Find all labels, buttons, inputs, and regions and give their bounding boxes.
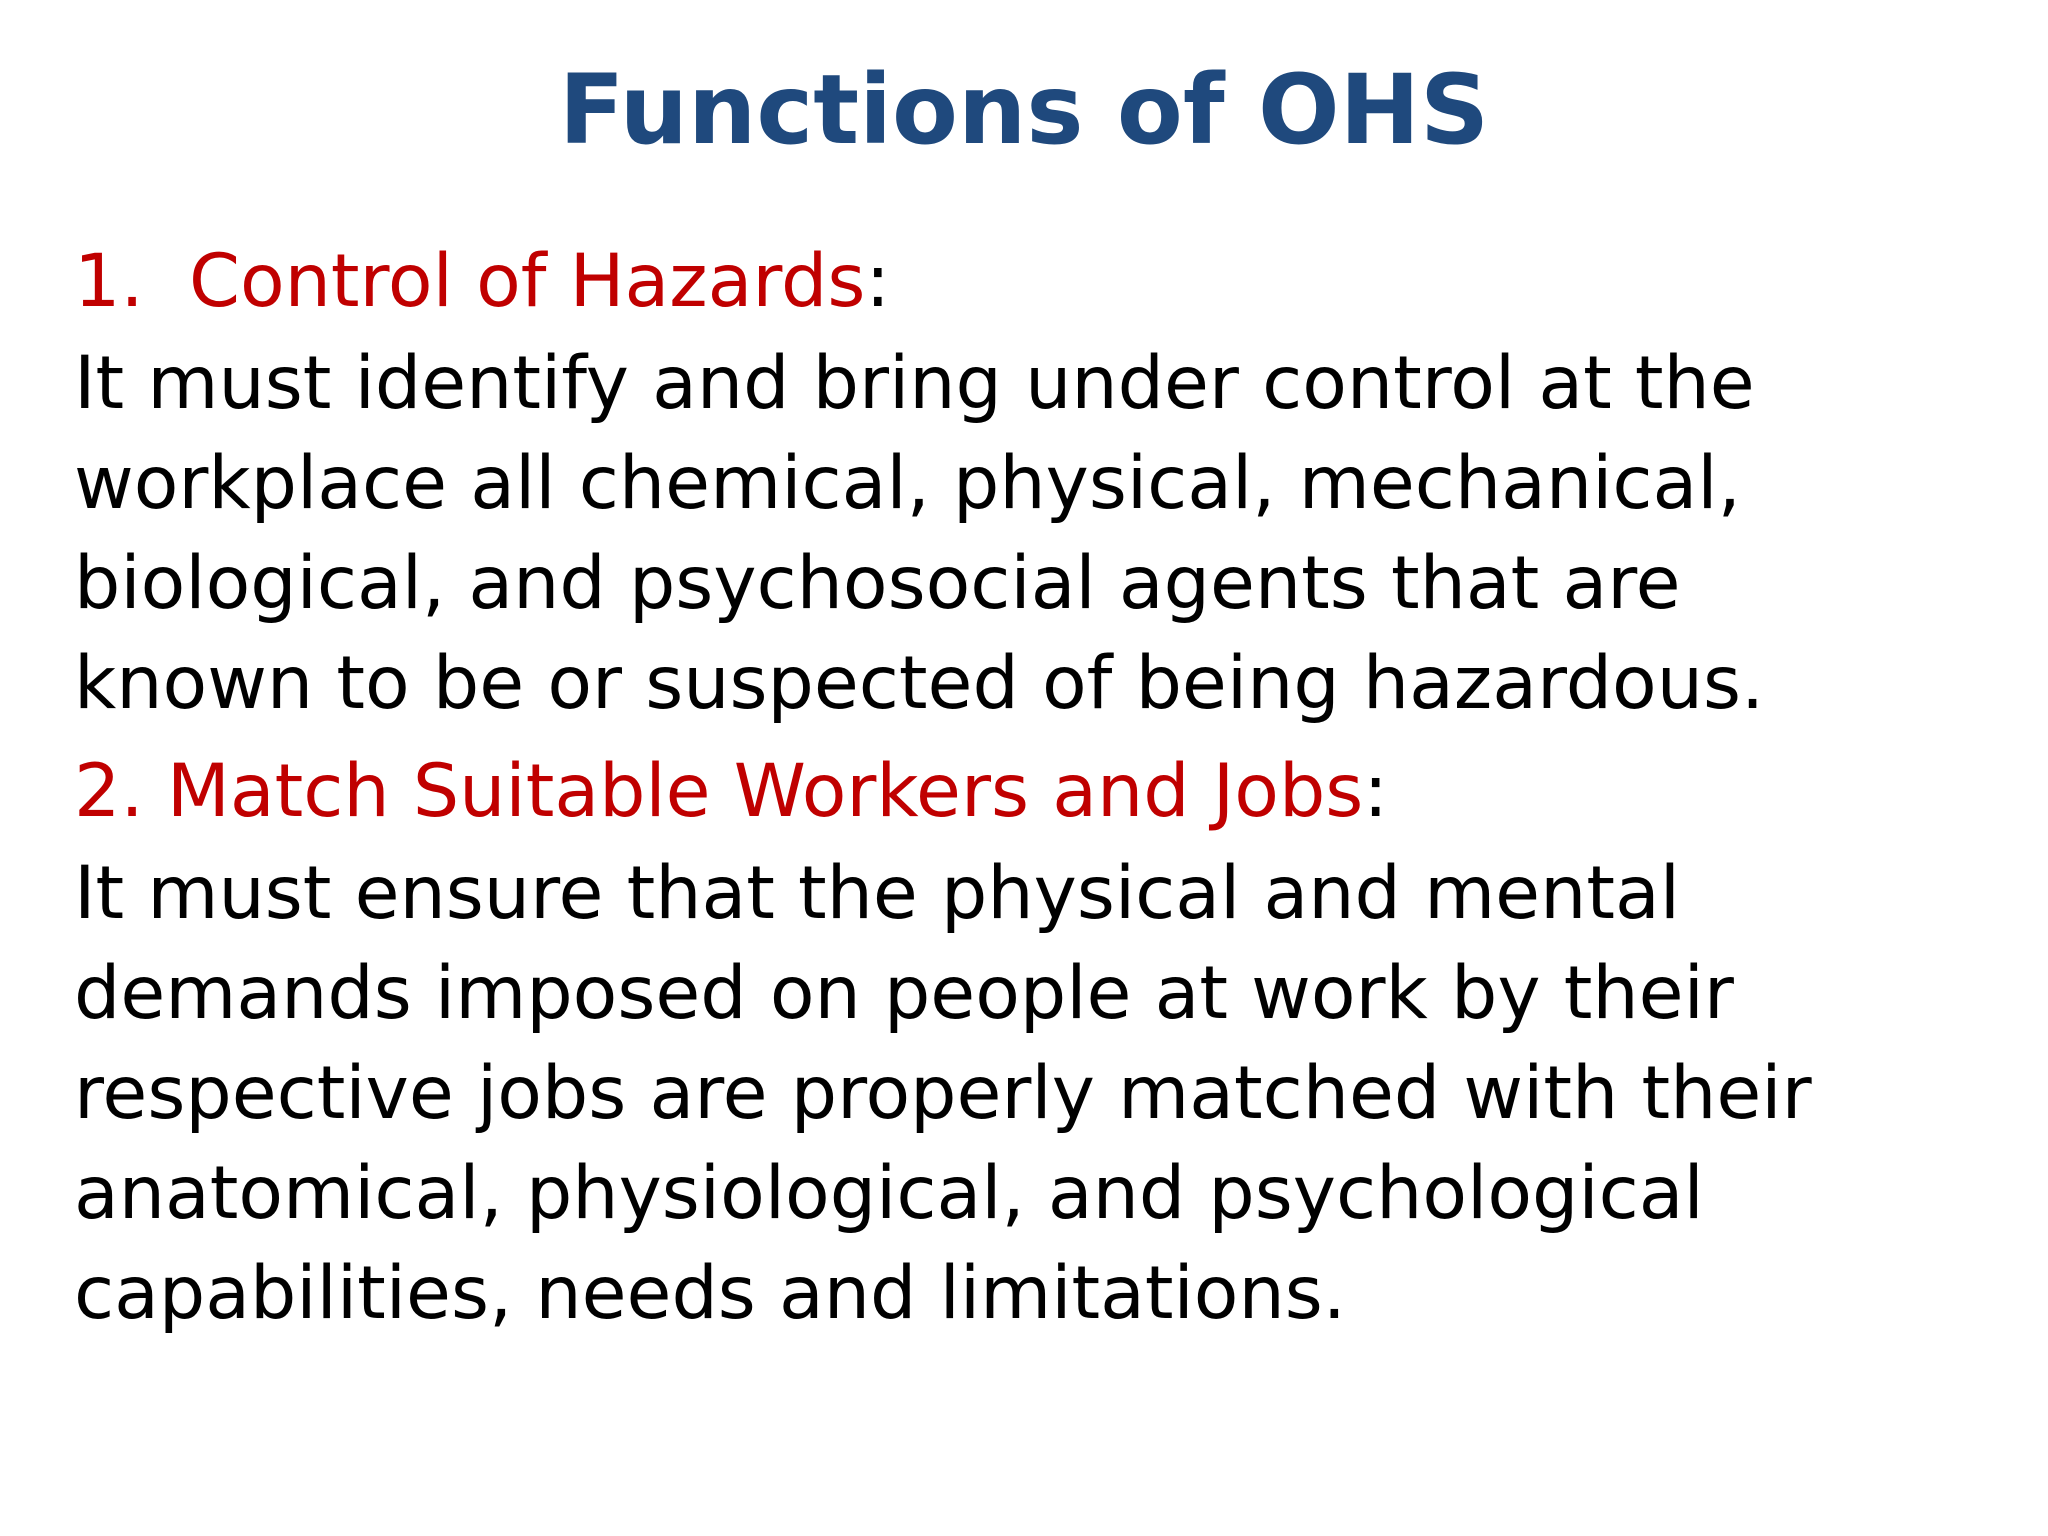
item-2-body [74,844,2034,1344]
item-1-body-line: workplace all chemical, physical, mechanical, [74,441,1741,526]
item-1-body-line: It must identify and bring under control at the [74,341,1755,426]
item-2-heading-text: Match Suitable Workers and Jobs [166,749,1364,834]
item-1-heading-text: Control of Hazards [189,239,866,324]
item-2-body-line: It must ensure that the physical and mental [74,851,1680,936]
item-2-body-line: capabilities, needs and limitations. [74,1251,1346,1336]
item-2-colon: : [1363,749,1388,834]
item-1-body [74,334,2034,734]
item-1-body-line: biological, and psychosocial agents that are [74,541,1681,626]
item-1-number: 1. [74,239,144,324]
item-1-colon: : [865,239,891,324]
slide-content [74,232,2034,1352]
item-1-heading [74,232,2034,332]
item-2-body-line: anatomical, physiological, and psychological [74,1151,1704,1236]
item-2-heading [74,742,2034,842]
item-1-body-line: known to be or suspected of being hazardous. [74,641,1765,726]
item-2-body-line: demands imposed on people at work by their [74,951,1734,1036]
slide-title: Functions of OHS [558,54,1490,166]
item-2-number: 2. [74,749,144,834]
item-2-body-line: respective jobs are properly matched with their [74,1051,1812,1136]
